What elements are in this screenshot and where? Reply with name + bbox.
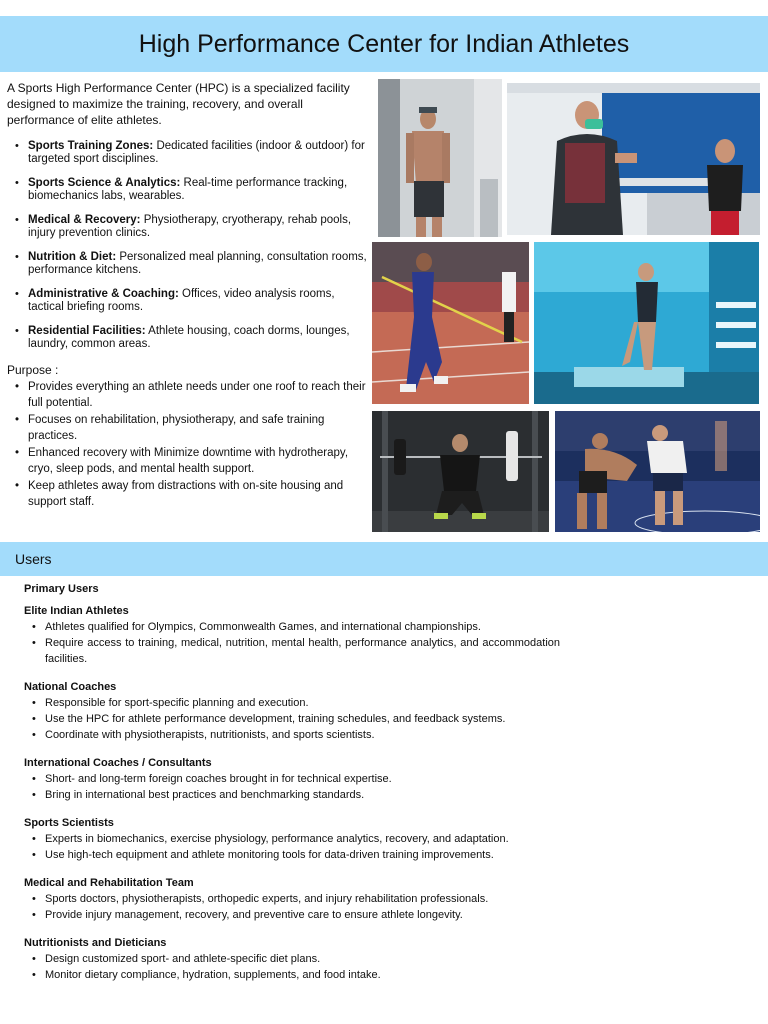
users-section-header bbox=[0, 542, 768, 576]
user-group-item: • Responsible for sport-specific planning and execution. bbox=[24, 695, 560, 711]
user-group-item: • Experts in biomechanics, exercise physiology, performance analytics, recovery, and adaptation. bbox=[24, 831, 560, 847]
user-group-item: • Coordinate with physiotherapists, nutritionists, and sports scientists. bbox=[24, 727, 560, 743]
feature-label: Nutrition & Diet: bbox=[28, 251, 117, 263]
pool-photo bbox=[534, 242, 759, 404]
purpose-list bbox=[7, 379, 367, 510]
feature-text: Personalized meal planning, consultation rooms, performance kitchens. bbox=[28, 251, 367, 276]
user-group-title: International Coaches / Consultants bbox=[24, 757, 212, 769]
feature-item bbox=[7, 288, 367, 314]
javelin-photo bbox=[372, 242, 529, 404]
intro-section bbox=[7, 80, 367, 511]
feature-text: Physiotherapy, cryotherapy, rehab pools, injury prevention clinics. bbox=[28, 214, 352, 239]
user-group bbox=[24, 875, 560, 923]
user-group-title: Elite Indian Athletes bbox=[24, 605, 129, 617]
feature-item bbox=[7, 214, 367, 240]
purpose-item: • Provides everything an athlete needs under one roof to reach their full potential. bbox=[7, 379, 367, 411]
user-group bbox=[24, 815, 560, 863]
feature-text: Real-time performance tracking, biomechanics labs, wearables. bbox=[28, 177, 348, 202]
user-group-item: • Bring in international best practices and benchmarking standards. bbox=[24, 787, 560, 803]
feature-text: Athlete housing, coach dorms, lounges, laundry, common areas. bbox=[28, 325, 350, 350]
user-group-item: • Use high-tech equipment and athlete monitoring tools for data-driven training improvements. bbox=[24, 847, 560, 863]
feature-item bbox=[7, 140, 367, 166]
user-group-list bbox=[24, 771, 560, 803]
user-group bbox=[24, 603, 560, 667]
user-group-item: • Provide injury management, recovery, and preventive care to ensure athlete longevity. bbox=[24, 907, 560, 923]
user-group-title: Medical and Rehabilitation Team bbox=[24, 877, 194, 889]
user-group-title: National Coaches bbox=[24, 681, 117, 693]
purpose-item: • Keep athletes away from distractions with on-site housing and support staff. bbox=[7, 478, 367, 510]
feature-list bbox=[7, 140, 367, 351]
user-group-list bbox=[24, 695, 560, 743]
user-group-list bbox=[24, 831, 560, 863]
cryotherapy-photo bbox=[378, 79, 502, 237]
user-group bbox=[24, 679, 560, 743]
feature-label: Administrative & Coaching: bbox=[28, 288, 179, 300]
user-group-list bbox=[24, 891, 560, 923]
intro-text: A Sports High Performance Center (HPC) is a specialized facility designed to maximize the training, recovery, and overall performance of elite athletes. bbox=[7, 81, 350, 127]
user-group-item: • Sports doctors, physiotherapists, orthopedic experts, and injury rehabilitation professionals. bbox=[24, 891, 560, 907]
user-group-list bbox=[24, 619, 560, 667]
purpose-item: • Enhanced recovery with Minimize downtime with hydrotherapy, cryo, sleep pods, and mental health support. bbox=[7, 445, 367, 477]
users-section-title: Users bbox=[15, 551, 52, 567]
page-title: High Performance Center for Indian Athletes bbox=[138, 29, 630, 58]
user-group-title: Nutritionists and Dieticians bbox=[24, 937, 167, 949]
user-group-item: • Use the HPC for athlete performance development, training schedules, and feedback systems. bbox=[24, 711, 560, 727]
lab-test-photo bbox=[507, 83, 760, 235]
user-group-item: • Require access to training, medical, nutrition, mental health, performance analytics, and accommodation facilities. bbox=[24, 635, 560, 667]
feature-item bbox=[7, 251, 367, 277]
user-groups bbox=[24, 603, 560, 983]
feature-item bbox=[7, 325, 367, 351]
title-banner bbox=[0, 16, 768, 72]
users-content bbox=[24, 581, 560, 995]
user-group-item: • Short- and long-term foreign coaches brought in for technical expertise. bbox=[24, 771, 560, 787]
user-group bbox=[24, 755, 560, 803]
purpose-label: Purpose : bbox=[7, 363, 59, 377]
primary-users-label: Primary Users bbox=[24, 583, 99, 595]
feature-label: Residential Facilities: bbox=[28, 325, 146, 337]
user-group bbox=[24, 935, 560, 983]
weightlifting-photo bbox=[372, 411, 549, 532]
user-group-item: • Monitor dietary compliance, hydration, supplements, and food intake. bbox=[24, 967, 560, 983]
feature-text: Dedicated facilities (indoor & outdoor) for targeted sport disciplines. bbox=[28, 140, 365, 165]
feature-label: Sports Science & Analytics: bbox=[28, 177, 181, 189]
feature-text: Offices, video analysis rooms, tactical briefing rooms. bbox=[28, 288, 335, 313]
feature-item bbox=[7, 177, 367, 203]
user-group-title: Sports Scientists bbox=[24, 817, 114, 829]
feature-label: Medical & Recovery: bbox=[28, 214, 141, 226]
user-group-item: • Athletes qualified for Olympics, Commonwealth Games, and international championships. bbox=[24, 619, 560, 635]
purpose-item: • Focuses on rehabilitation, physiotherapy, and safe training practices. bbox=[7, 412, 367, 444]
wrestling-photo bbox=[555, 411, 760, 532]
user-group-item: • Design customized sport- and athlete-specific diet plans. bbox=[24, 951, 560, 967]
user-group-list bbox=[24, 951, 560, 983]
feature-label: Sports Training Zones: bbox=[28, 140, 154, 152]
